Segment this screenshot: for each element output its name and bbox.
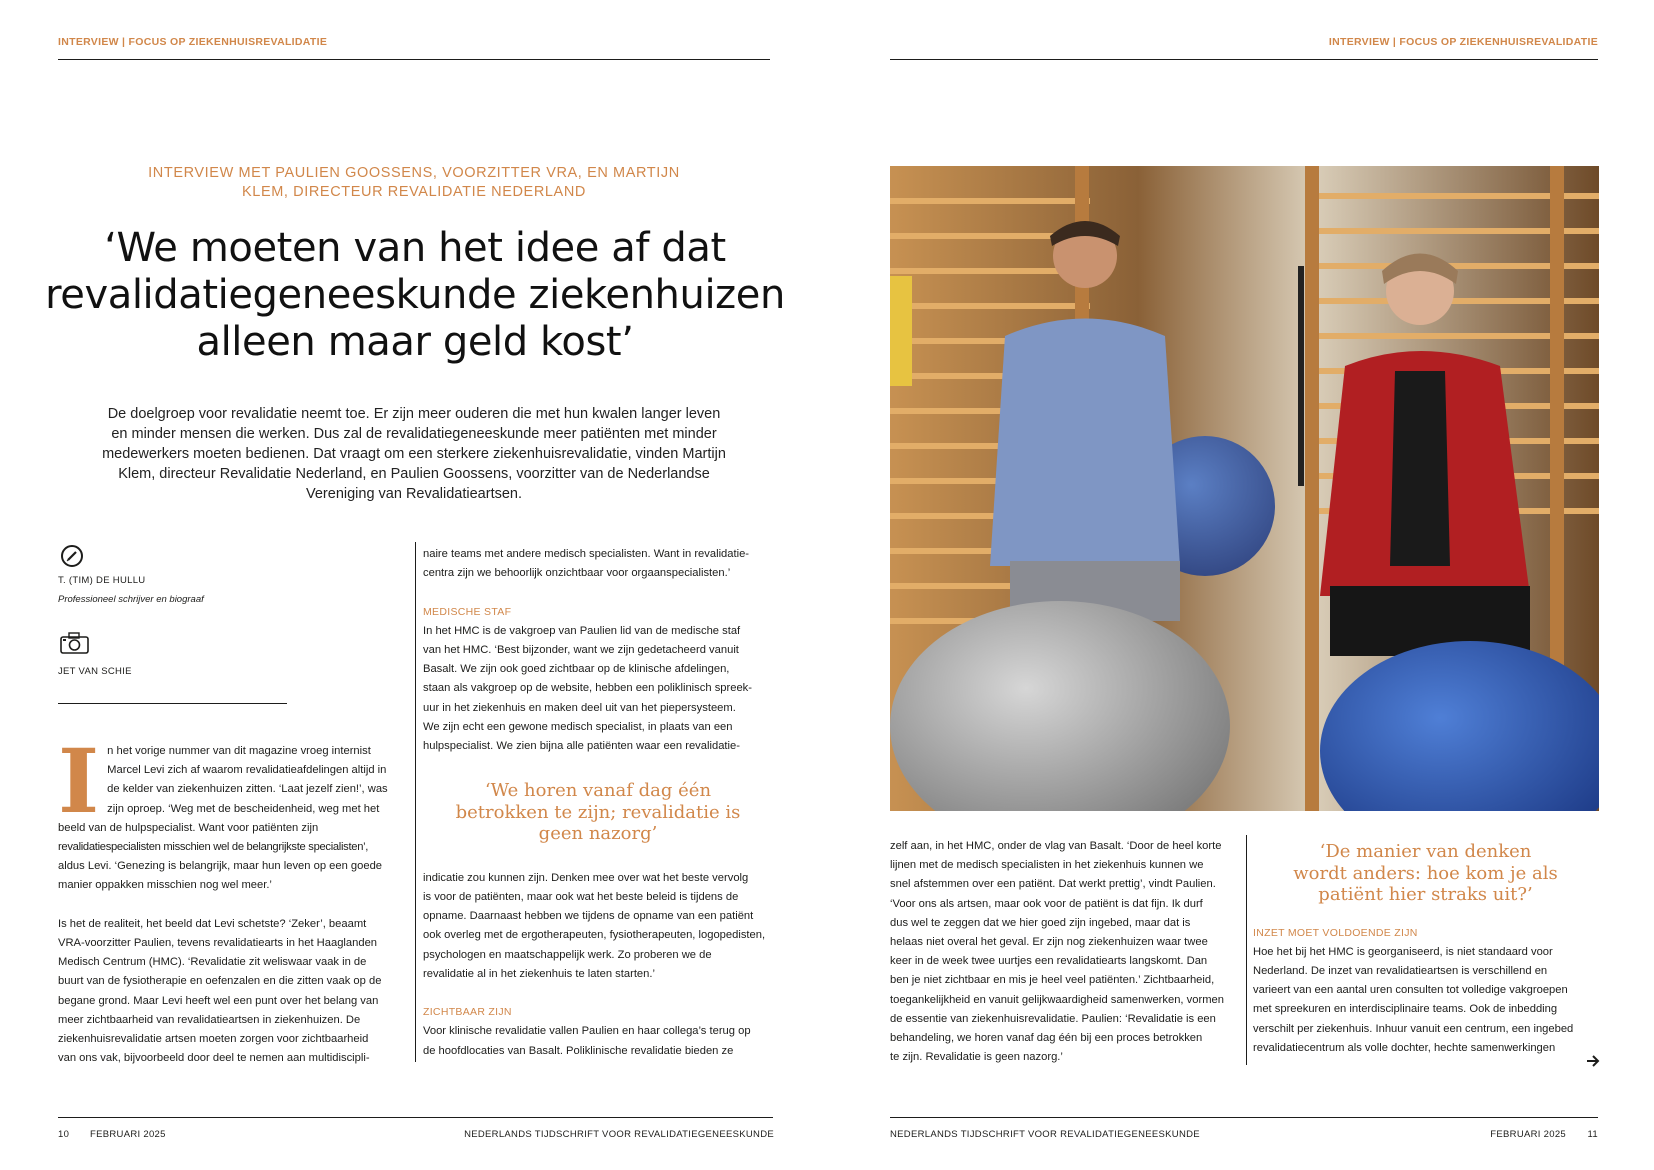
paragraph xyxy=(423,622,773,756)
quote-line: patiënt hier straks uit?’ xyxy=(1318,884,1533,905)
text-line: Hoe het bij het HMC is georganiseerd, is niet standaard voor xyxy=(1253,945,1553,958)
pull-quote xyxy=(423,780,773,845)
text-line: opname. Daarnaast hebben we tijdens de opname van een patiënt xyxy=(423,910,754,923)
text-line: Medisch Centrum (HMC). ‘Revalidatie zit weliswaar vaak in de xyxy=(58,956,367,969)
camera-icon xyxy=(60,632,90,659)
text-line: met spreekuren en interdisciplinaire teams. Ook de inbedding xyxy=(1253,1003,1558,1016)
intro-line: medewerkers moeten bedienen. Dat vraagt om een sterkere ziekenhuisrevalidatie, vinden Martijn xyxy=(102,446,726,462)
text-line: In het HMC is de vakgroep van Paulien lid van de medische staf xyxy=(423,624,741,637)
arrow-right-icon xyxy=(1586,1054,1600,1072)
left-column-2 xyxy=(423,545,773,1061)
headline-line: revalidatiegeneeskunde ziekenhuizen xyxy=(45,272,785,318)
text-line: ook overleg met de ergotherapeuten, fysiotherapeuten, logopedisten, xyxy=(423,929,766,942)
text-line: ‘Voor ons als artsen, maar ook voor de patiënt is dat fijn. Ik durf xyxy=(890,897,1203,910)
text-line: revalidatie al in het ziekenhuis te laten starten.’ xyxy=(423,967,655,980)
footer-date-right: FEBRUARI 2025 xyxy=(1490,1129,1566,1140)
photographer-name: JET VAN SCHIE xyxy=(58,666,132,677)
column-divider xyxy=(415,542,416,1062)
interview-photo xyxy=(890,166,1599,811)
quote-line: ‘De manier van denken xyxy=(1319,841,1532,862)
text-line: varieert van een aantal uren consulten tot volledige vakgroepen xyxy=(1253,984,1568,997)
intro xyxy=(58,404,770,504)
text-line: behandeling, we horen vanaf dag één bij een proces betrokken xyxy=(890,1032,1203,1045)
intro-line: Vereniging van Revalidatieartsen. xyxy=(305,486,523,502)
text-line: staan als vakgroep op de website, hebben een poliklinisch spreek- xyxy=(423,682,752,695)
footer-rule-right xyxy=(890,1117,1598,1118)
paragraph xyxy=(423,1022,773,1060)
text-line: helaas niet overal het geval. Er zijn nog ziekenhuizen waar twee xyxy=(890,936,1208,949)
paragraph xyxy=(423,545,773,583)
text-line: Marcel Levi zich af waarom revalidatieafdelingen altijd in xyxy=(107,764,387,777)
pull-quote xyxy=(1253,841,1598,906)
headline-line: alleen maar geld kost’ xyxy=(196,319,634,365)
text-line: ziekenhuisrevalidatie artsen moeten zorgen voor zichtbaarheid xyxy=(58,1033,369,1046)
quote-line: ‘We horen vanaf dag één xyxy=(484,780,712,802)
text-line: hulpspecialist. We zien bijna alle patiënten waar een revalidatie- xyxy=(423,740,740,753)
text-line: de kelder van ziekenhuizen zitten. ‘Laat jezelf zien!’, was xyxy=(107,783,388,796)
page-number-left: 10 xyxy=(58,1129,70,1140)
kicker-line: INTERVIEW MET PAULIEN GOOSSENS, VOORZITTER VRA, EN MARTIJN xyxy=(148,165,680,181)
text-line: naire teams met andere medisch specialisten. Want in revalidatie- xyxy=(423,548,750,560)
text-line: aldus Levi. ‘Genezing is belangrijk, maar hun leven op een goede xyxy=(58,860,383,873)
headline xyxy=(30,225,800,366)
quote-line: betrokken te zijn; revalidatie is xyxy=(455,801,741,823)
header-rule-right xyxy=(890,59,1598,60)
credits-rule xyxy=(58,703,287,704)
running-head-left: INTERVIEW | FOCUS OP ZIEKENHUISREVALIDATIE xyxy=(58,36,328,48)
text-line: manier oppakken misschien nog wel meer.’ xyxy=(58,879,272,892)
text-line: Voor klinische revalidatie vallen Paulien en haar collega’s terug op xyxy=(423,1025,751,1038)
text-line: begane grond. Maar Levi heeft wel een punt over het belang van xyxy=(58,994,379,1007)
quote-line: geen nazorg’ xyxy=(538,823,658,845)
kicker xyxy=(58,164,770,202)
text-line: lijnen met de medisch specialisten in het ziekenhuis kunnen we xyxy=(890,859,1204,872)
text-span: revalidatiecentrum als volle dochter, hechte samenwerkingen xyxy=(1253,1041,1556,1054)
text-line: indicatie zou kunnen zijn. Denken mee over wat het beste vervolg xyxy=(423,871,749,884)
text-line: ben je niet zichtbaar en mis je heel veel patiënten.’ Zichtbaarheid, xyxy=(890,974,1215,987)
text-line: beeld van de hulpspecialist. Want voor patiënten zijn xyxy=(58,821,319,834)
text-line: We zijn echt een gewone medisch specialist, in plaats van een xyxy=(423,720,733,733)
text-line: toegankelijkheid en vanuit gelijkwaardigheid samenwerken, vormen xyxy=(890,993,1224,1006)
footer-date-left: FEBRUARI 2025 xyxy=(90,1129,166,1140)
text-line: zijn oproep. ‘Weg met de bescheidenheid, weg met het xyxy=(107,802,380,815)
footer-journal-right: NEDERLANDS TIJDSCHRIFT VOOR REVALIDATIEGENEESKUNDE xyxy=(890,1129,1200,1140)
text-line: te zijn. Revalidatie is geen nazorg.’ xyxy=(890,1051,1063,1064)
text-line: meer zichtbaarheid van revalidatieartsen in ziekenhuizen. De xyxy=(58,1013,361,1026)
text-line: de hoofdlocaties van Basalt. Poliklinische revalidatie bieden ze xyxy=(423,1044,734,1057)
text-line: Is het de realiteit, het beeld dat Levi schetste? ‘Zeker’, beaamt xyxy=(58,917,367,930)
text-line: Nederland. De inzet van revalidatieartsen is verschillend en xyxy=(1253,964,1548,977)
text-line: zelf aan, in het HMC, onder de vlag van Basalt. ‘Door de heel korte xyxy=(890,840,1222,852)
text-line: centra zijn we behoorlijk onzichtbaar voor orgaanspecialisten.’ xyxy=(423,567,731,580)
paragraph xyxy=(58,915,404,1069)
intro-line: Klem, directeur Revalidatie Nederland, en Paulien Goossens, voorzitter van de Nederlandse xyxy=(118,466,710,482)
text-line: is voor de patiënten, maar ook wat het beste beleid is tijdens de xyxy=(423,890,739,903)
kicker-line: KLEM, DIRECTEUR REVALIDATIE NEDERLAND xyxy=(242,184,586,200)
footer-journal-left: NEDERLANDS TIJDSCHRIFT VOOR REVALIDATIEGENEESKUNDE xyxy=(464,1129,774,1140)
writer-name: T. (TIM) DE HULLU xyxy=(58,575,146,586)
right-column-2 xyxy=(1253,837,1598,1058)
intro-line: en minder mensen die werken. Dus zal de revalidatiegeneeskunde meer patiënten met minder xyxy=(111,426,717,442)
text-line: n het vorige nummer van dit magazine vroeg internist xyxy=(107,745,371,757)
right-column-1 xyxy=(890,837,1236,1067)
text-line: psychologen en maatschappelijk werk. Zo proberen we de xyxy=(423,948,712,961)
section-heading: MEDISCHE STAF xyxy=(423,605,512,618)
text-line: de essentie van ziekenhuisrevalidatie. Paulien: ‘Revalidatie is een xyxy=(890,1012,1216,1025)
text-line: VRA-voorzitter Paulien, tevens revalidatiearts in het Haaglanden xyxy=(58,937,378,950)
text-line: keer in de week twee uurtjes een revalidatiearts langskomt. Dan xyxy=(890,955,1208,968)
running-head-right: INTERVIEW | FOCUS OP ZIEKENHUISREVALIDATIE xyxy=(1328,36,1598,48)
text-line: dus wel te zeggen dat we hier goed zijn ingebed, maar dat is xyxy=(890,916,1191,929)
header-rule-left xyxy=(58,59,770,60)
dropcap: I xyxy=(58,729,100,833)
writer-role: Professioneel schrijver en biograaf xyxy=(58,594,204,605)
paragraph xyxy=(58,729,404,896)
text-line: buurt van de fysiotherapie en oefenzalen en die zitten vaak op de xyxy=(58,975,382,988)
column-divider xyxy=(1246,835,1247,1065)
text-line: snel afstemmen over een patiënt. Dat werkt prettig’, vindt Paulien. xyxy=(890,878,1216,891)
text-line: verschilt per ziekenhuis. Inhuur vanuit een centrum, een ingebed xyxy=(1253,1022,1574,1035)
left-column-1 xyxy=(58,729,404,1068)
text-line: Basalt. We zijn ook goed zichtbaar op de klinische afdelingen, xyxy=(423,663,730,676)
text-line xyxy=(1253,1039,1598,1058)
section-heading: INZET MOET VOLDOENDE ZIJN xyxy=(1253,926,1418,939)
text-line: revalidatiespecialisten misschien wel de belangrijkste specialisten’, xyxy=(58,841,369,854)
text-line: van het HMC. ‘Best bijzonder, want we zijn gedetacheerd vanuit xyxy=(423,644,739,656)
intro-line: De doelgroep voor revalidatie neemt toe. Er zijn meer ouderen die met hun kwalen langer leven xyxy=(107,406,721,422)
section-heading: ZICHTBAAR ZIJN xyxy=(423,1006,512,1019)
paragraph xyxy=(423,869,773,984)
quote-line: wordt anders: hoe kom je als xyxy=(1293,862,1558,884)
text-line: uur in het ziekenhuis en maken deel uit van het piepersysteem. xyxy=(423,701,736,714)
headline-line: ‘We moeten van het idee af dat xyxy=(104,225,726,271)
text-line: van ons vak, bijvoorbeeld door deel te nemen aan multidiscipli- xyxy=(58,1052,370,1065)
pen-icon xyxy=(61,545,83,567)
footer-rule-left xyxy=(58,1117,773,1118)
page-number-right: 11 xyxy=(1587,1129,1598,1140)
